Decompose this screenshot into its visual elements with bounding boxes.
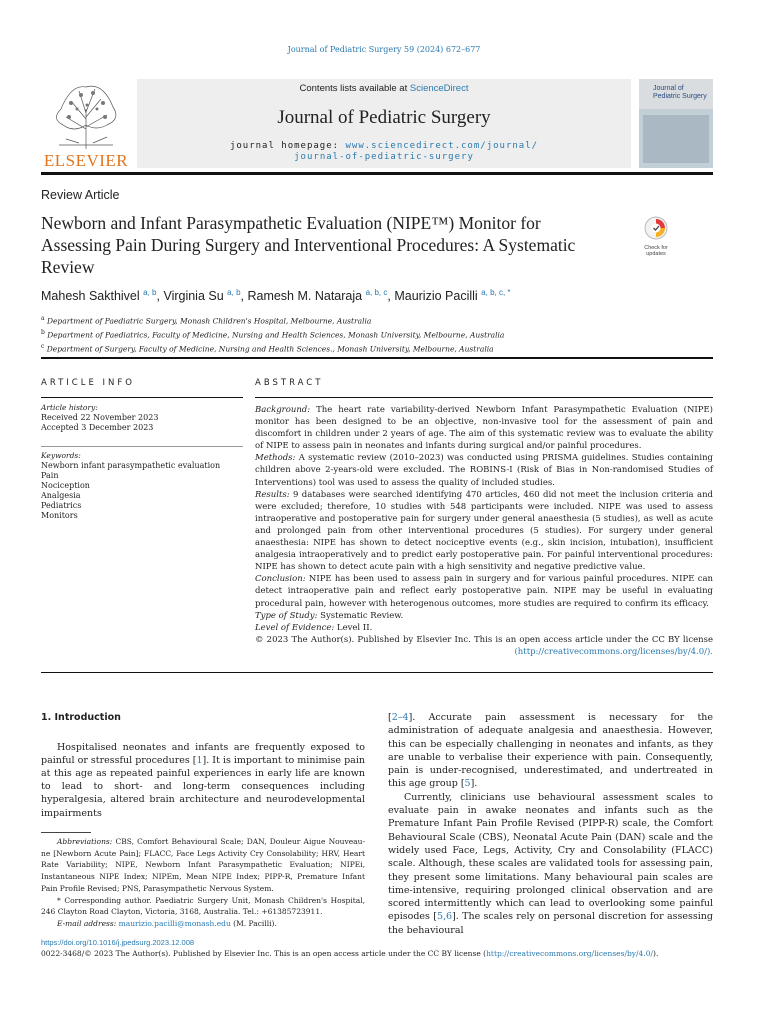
journal-banner (137, 79, 631, 168)
citation-link[interactable]: 5 (464, 778, 471, 790)
homepage-link-part2[interactable]: journal-of-pediatric-surgery (294, 152, 474, 162)
citation-link[interactable]: 2–4 (391, 712, 409, 723)
abstract-conclusion: Conclusion: NIPE has been used to assess pain in surgery and for various painful procedures. NIPE can detect intraoperative pain and reflect early postoperative pain. NIPE may be useful in evaluating procedural pain, however with heterogenous outcomes, more studies are required to confirm its efficacy. (255, 574, 713, 609)
affiliations (41, 313, 504, 355)
corresponding-author-footnote: * Corresponding author. Paediatric Surgery Unit, Monash Children's Hospital, 246 Clayton Road Clayton, Victoria, 3168, Australia. Tel.: +61385723911. (41, 895, 365, 917)
citation-link[interactable]: 5,6 (436, 911, 453, 923)
journal-homepage (137, 141, 631, 163)
header-divider (41, 172, 713, 175)
check-label-2: updates (646, 251, 666, 257)
elsevier-logo[interactable] (41, 79, 131, 168)
homepage-label: journal homepage: (229, 141, 346, 151)
license-link[interactable]: (http://creativecommons.org/licenses/by/4.0/). (514, 646, 713, 657)
abstract-copyright: © 2023 The Author(s). Published by Elsevier Inc. This is an open access article under the CC BY license (http://creativecommons.org/licenses/by/4.0/). (255, 634, 713, 657)
affiliation: $^a$ Department of Paediatric Surgery, Monash Children's Hospital, Melbourne, Australia (41, 315, 372, 326)
abstract-body (255, 404, 713, 658)
keywords-label: Keywords: (41, 451, 81, 460)
elsevier-wordmark: ELSEVIER (43, 151, 129, 170)
doi-link[interactable]: https://doi.org/10.1016/j.jpedsurg.2023.12.008 (41, 938, 195, 947)
footnotes (41, 836, 365, 930)
article-title: Newborn and Infant Parasympathetic Evaluation (NIPE™) Monitor for Assessing Pain During Surgery and Interventional Procedures: A Systematic Review (41, 213, 576, 277)
article-type: Review Article (41, 188, 120, 202)
sciencedirect-link[interactable]: ScienceDirect (409, 83, 469, 94)
footer-license-link[interactable]: http://creativecommons.org/licenses/by/4.0/ (486, 949, 654, 958)
affiliation: $^b$ Department of Paediatrics, Faculty of Medicine, Nursing and Health Sciences, Monash University, Melbourne, Australia (41, 329, 505, 340)
homepage-link-part1[interactable]: www.sciencedirect.com/journal/ (345, 141, 539, 151)
received-date: Received 22 November 2023 (41, 413, 159, 422)
email-footnote: E-mail address: maurizio.pacilli@monash.edu (M. Pacilli). (57, 918, 277, 928)
keywords (41, 451, 243, 521)
author: Mahesh Sakthivel $^{a, b}$, (41, 288, 164, 304)
check-for-updates-button[interactable] (642, 215, 670, 255)
elsevier-tree-icon (41, 79, 131, 151)
author: Virginia Su $^{a, b}$, (163, 288, 248, 304)
accepted-date: Accepted 3 December 2023 (41, 423, 154, 432)
check-for-updates-icon (642, 215, 670, 241)
abstract-background: Background: The heart rate variability-derived Newborn Infant Parasympathetic Evaluation (NIPE) monitor has been designed to be an objective, non-invasive tool for the assessment of pain and discomfort in children under 2 years of age. The aim of this systematic review was to evaluate the ability of NIPE to assess pain in neonates and infants during surgical and/or painful procedures. (255, 405, 713, 452)
introduction-column-2 (388, 711, 713, 937)
affiliation: $^c$ Department of Surgery, Faculty of Medicine, Nursing and Health Sciences., Monash University, Melbourne, Australia (41, 343, 494, 354)
check-label-1: Check for (644, 245, 668, 251)
keyword: Nociception (41, 481, 90, 490)
author-list (41, 288, 511, 303)
doi-line (41, 938, 194, 947)
article-history (41, 403, 243, 433)
footer-copyright: 0022-3468/© 2023 The Author(s). Published by Elsevier Inc. This is an open access article under the CC BY license (http://creativecommons.org/licenses/by/4.0/). (41, 949, 659, 958)
introduction-paragraph: Hospitalised neonates and infants are frequently exposed to painful or stressful procedures [1]. It is important to minimise pain at this age as repeated painful experiences in early life are known to lead to short- and long-term consequences including hyperalgesia, altered brain architecture and neurodevelopmental impairments (41, 742, 365, 819)
affiliations-divider (41, 357, 713, 359)
keyword: Monitors (41, 511, 78, 520)
keyword: Newborn infant parasympathetic evaluation (41, 461, 221, 470)
author: Ramesh M. Nataraja $^{a, b, c}$, (247, 288, 395, 304)
abstract-heading: ABSTRACT (255, 378, 324, 388)
abbreviations-footnote: Abbreviations: CBS, Comfort Behavioural Scale; DAN, Douleur Aigue Nouveau-ne [Newborn Acute Pain]; FLACC, Face Legs Activity Cry Consolability; HRV, Heart Rate Variability; NIPE, Newborn Infant Parasympathetic Evaluation; NIPEi, Instantaneous NIPE Index; NIPEm, Mean NIPE Index; PIPP-R, Premature Infant Pain Profile Revised; PNS, Parasympathetic Nervous System. (41, 837, 365, 893)
paragraph: Currently, clinicians use behavioural assessment scales to evaluate pain in awake neonates and infants such as the Premature Infant Pain Profile Revised (PIPP-R) scale, the Comfort Behavioural Scale (CBS), Neonatal Acute Pain (DAN) scale and the widely used Face, Legs, Activity, Cry and Consolability (FLACC) scale. Although, these scales are validated tools for assessing pain, they present some limitations. Many behavioural pain scales are time-intensive, requiring prolonged clinical observation and are scored intermittently which can lead to overlooking some painful episodes [5,6]. The scales rely on personal discretion for assessing the behavioural (388, 791, 713, 936)
introduction-heading: 1. Introduction (41, 712, 121, 723)
keyword: Pain (41, 471, 59, 480)
journal-title: Journal of Pediatric Surgery (277, 107, 491, 128)
journal-masthead (41, 79, 713, 168)
email-link[interactable]: maurizio.pacilli@monash.edu (118, 918, 231, 928)
footnote-divider (41, 832, 91, 833)
cover-title: Journal of Pediatric Surgery (653, 85, 707, 100)
contents-prefix: Contents lists available at (299, 83, 410, 94)
cover-image (643, 115, 709, 163)
keyword: Analgesia (41, 491, 81, 500)
abstract-divider (41, 672, 713, 673)
paragraph: [2–4]. Accurate pain assessment is necessary for the administration of adequate analgesia and anaesthesia. However, this can be especially challenging in neonates and infants, as they are unable to verbalise their experience with pain. Consequently, pain is under-recognised, underestimated, and undertreated in this age group [5]. (388, 712, 713, 790)
abstract-methods: Methods: A systematic review (2010–2023) was conducted using PRISMA guidelines. Studies containing children above 2-years-old were excluded. The ROBINS-I (Risk of Bias in Non-randomised Studies of Interventions) tool was used to assess the quality of included studies. (255, 453, 713, 488)
abstract-level-of-evidence: Level of Evidence: Level II. (255, 622, 373, 633)
introduction-section (41, 711, 365, 820)
author: Maurizio Pacilli $^{a, b, c, *}$ (394, 288, 511, 304)
article-history-label: Article history: (41, 403, 98, 412)
abstract-results: Results: 9 databases were searched identifying 470 articles, 460 did not meet the inclusion criteria and were excluded; therefore, 10 studies with 548 participants were included. NIPE was used to assess intraoperative and postoperative pain for surgery under general anaesthesia (5 studies), as well as acute and prolonged pain from other interventional procedures (5 studies). For surgery under general anaesthesia: NIPE has shown to detect nociceptive events (e.g., skin incision, intubation), insufficient analgesia intraoperatively and to predict early postoperative pain. For painful interventional procedures: NIPE has shown to detect acute pain with a high sensitivity and negative predictive value. (255, 489, 713, 573)
article-info-heading: ARTICLE INFO (41, 378, 135, 388)
keyword: Pediatrics (41, 501, 82, 510)
citation-link[interactable]: 1 (196, 755, 203, 767)
running-head[interactable]: Journal of Pediatric Surgery 59 (2024) 672–677 (287, 45, 481, 54)
contents-lists-line (137, 83, 631, 94)
abstract-type-of-study: Type of Study: Systematic Review. (255, 610, 404, 621)
journal-cover-thumbnail[interactable] (639, 79, 713, 168)
